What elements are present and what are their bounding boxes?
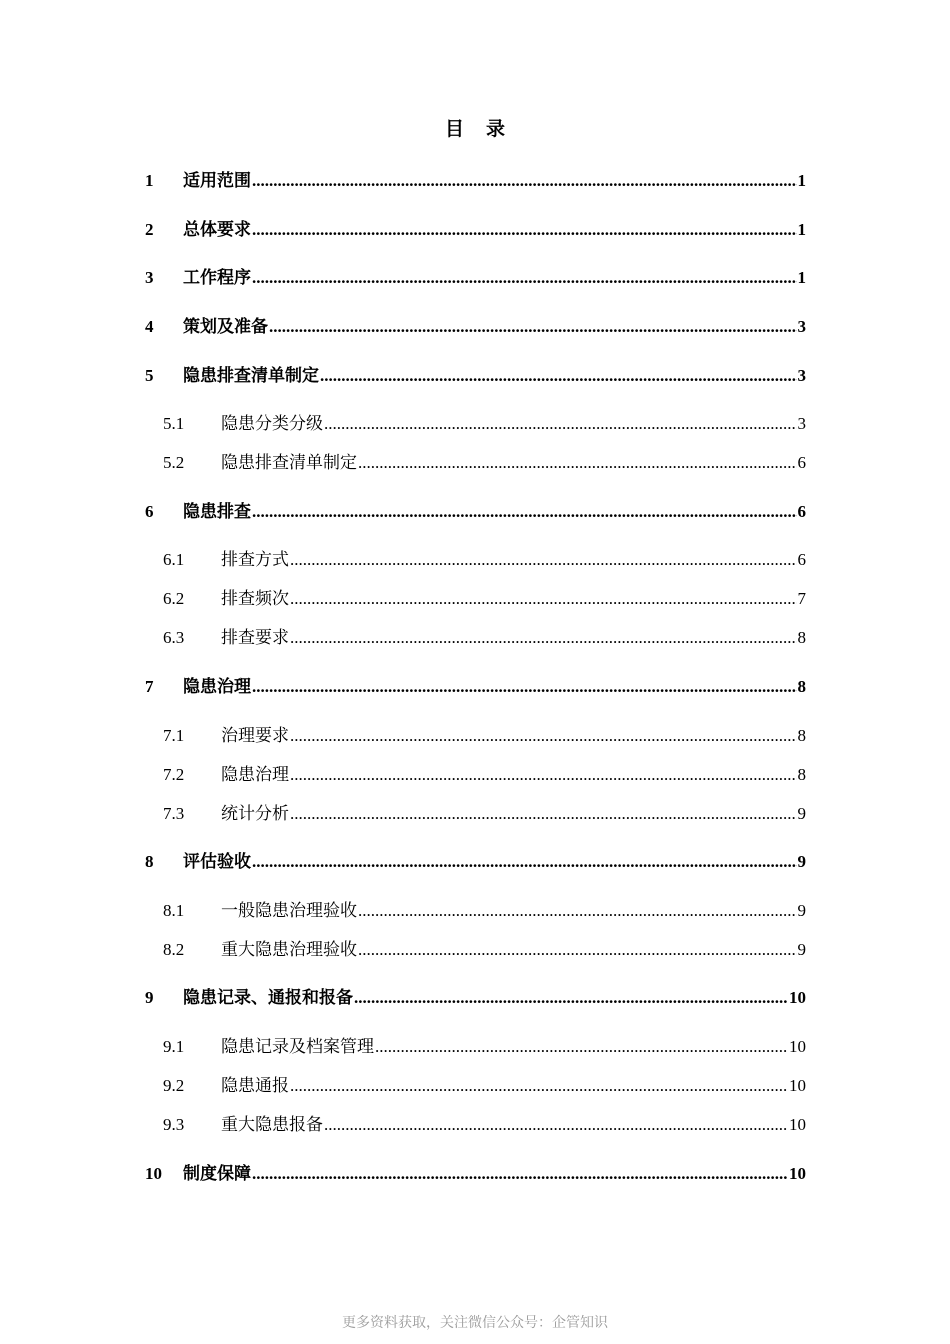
toc-entry-label: 重大隐患治理验收 (221, 940, 357, 960)
toc-entry-page: 8 (797, 765, 806, 784)
footer-note: 更多资料获取，关注微信公众号：企管知识 (342, 1315, 608, 1331)
toc-entry-number: 6 (145, 502, 154, 521)
toc-entry-label: 适用范围 (183, 171, 251, 191)
toc-leader-dots (269, 314, 797, 340)
toc-leader-dots (290, 586, 797, 612)
toc-entry[interactable] (145, 674, 806, 700)
toc-entry-page: 9 (797, 804, 806, 823)
toc-entry-label: 隐患分类分级 (221, 414, 323, 434)
toc-entry-number: 7.1 (163, 726, 185, 745)
toc-entry-number: 5 (145, 366, 154, 385)
toc-entry-label: 隐患治理 (221, 765, 289, 785)
toc-entry[interactable] (145, 411, 806, 437)
toc-entry-number: 7 (145, 677, 154, 696)
toc-entry-number: 8.2 (163, 940, 185, 959)
page-title (0, 114, 950, 141)
toc-leader-dots (320, 363, 797, 389)
toc-entry[interactable] (145, 450, 806, 476)
toc-leader-dots (252, 674, 797, 700)
toc-entry-page: 3 (797, 317, 806, 336)
toc-entry-page: 6 (797, 453, 806, 472)
toc-leader-dots (324, 411, 797, 437)
toc-entry[interactable] (145, 1073, 806, 1099)
toc-entry[interactable] (145, 547, 806, 573)
toc-leader-dots (290, 723, 797, 749)
toc-entry-page: 10 (789, 1076, 806, 1095)
toc-entry-page: 10 (789, 1115, 806, 1134)
toc-leader-dots (290, 625, 797, 651)
toc-entry-page: 10 (789, 988, 806, 1007)
toc-leader-dots (252, 1161, 788, 1187)
toc-entry-number: 6.2 (163, 589, 185, 608)
toc-entry-label: 制度保障 (183, 1164, 251, 1184)
toc-entry-page: 6 (797, 502, 806, 521)
toc-entry[interactable] (145, 314, 806, 340)
toc-entry-label: 隐患排查 (183, 502, 251, 522)
toc-entry-page: 6 (797, 550, 806, 569)
toc-entry-label: 隐患记录及档案管理 (221, 1037, 374, 1057)
toc-entry-page: 10 (789, 1037, 806, 1056)
toc-entry-number: 9 (145, 988, 154, 1007)
toc-entry-page: 1 (797, 268, 806, 287)
toc-entry-label: 排查要求 (221, 628, 289, 648)
toc-entry-page: 8 (797, 628, 806, 647)
toc-entry[interactable] (145, 265, 806, 291)
toc-entry-number: 6.3 (163, 628, 185, 647)
toc-entry-number: 3 (145, 268, 154, 287)
toc-entry-label: 策划及准备 (183, 317, 268, 337)
toc-leader-dots (252, 265, 797, 291)
toc-leader-dots (358, 450, 797, 476)
toc-entry-number: 9.1 (163, 1037, 185, 1056)
toc-leader-dots (290, 547, 797, 573)
toc-entry-label: 隐患排查清单制定 (221, 453, 357, 473)
toc-entry[interactable] (145, 586, 806, 612)
toc-leader-dots (324, 1112, 788, 1138)
toc-leader-dots (358, 937, 797, 963)
toc-entry-number: 7.2 (163, 765, 185, 784)
toc-entry[interactable] (145, 499, 806, 525)
toc-entry-number: 6.1 (163, 550, 185, 569)
toc-leader-dots (252, 217, 797, 243)
toc-entry-number: 5.2 (163, 453, 185, 472)
toc-entry[interactable] (145, 762, 806, 788)
toc-entry[interactable] (145, 723, 806, 749)
title-char-1: 目 (444, 118, 464, 140)
toc-entry-number: 10 (145, 1164, 162, 1183)
toc-leader-dots (375, 1034, 788, 1060)
toc-entry-page: 1 (797, 220, 806, 239)
toc-entry-label: 统计分析 (221, 804, 289, 824)
toc-entry[interactable] (145, 985, 806, 1011)
toc-entry-label: 总体要求 (183, 220, 251, 240)
toc-entry-number: 9.3 (163, 1115, 185, 1134)
toc-entry-number: 7.3 (163, 804, 185, 823)
toc-entry-label: 隐患通报 (221, 1076, 289, 1096)
toc-entry-label: 一般隐患治理验收 (221, 901, 357, 921)
toc-leader-dots (290, 1073, 788, 1099)
toc-leader-dots (358, 898, 797, 924)
toc-entry-label: 隐患排查清单制定 (183, 366, 319, 386)
toc-entry-number: 2 (145, 220, 154, 239)
toc-entry-label: 隐患治理 (183, 677, 251, 697)
toc-entry[interactable] (145, 1161, 806, 1187)
toc-leader-dots (354, 985, 788, 1011)
toc-entry-number: 1 (145, 171, 154, 190)
toc-entry-number: 4 (145, 317, 154, 336)
toc-entry[interactable] (145, 1034, 806, 1060)
toc-entry-label: 重大隐患报备 (221, 1115, 323, 1135)
toc-entry-label: 治理要求 (221, 726, 289, 746)
toc-leader-dots (290, 801, 797, 827)
toc-entry-number: 9.2 (163, 1076, 185, 1095)
toc-entry[interactable] (145, 1112, 806, 1138)
toc-entry-number: 8 (145, 852, 154, 871)
toc-leader-dots (252, 499, 797, 525)
toc-entry-page: 8 (797, 677, 806, 696)
toc-entry[interactable] (145, 849, 806, 875)
toc-entry-label: 排查频次 (221, 589, 289, 609)
toc-entry[interactable] (145, 937, 806, 963)
toc-entry-page: 3 (797, 366, 806, 385)
toc-entry[interactable] (145, 168, 806, 194)
toc-entry[interactable] (145, 625, 806, 651)
toc-entry-number: 8.1 (163, 901, 185, 920)
toc-entry-page: 9 (797, 901, 806, 920)
toc-entry[interactable] (145, 801, 806, 827)
toc-leader-dots (252, 168, 797, 194)
toc-entry-page: 8 (797, 726, 806, 745)
toc-entry-page: 9 (797, 940, 806, 959)
toc-entry-page: 1 (797, 171, 806, 190)
title-char-2: 录 (486, 118, 506, 140)
toc-entry[interactable] (145, 363, 806, 389)
toc-entry-label: 排查方式 (221, 550, 289, 570)
toc-entry[interactable] (145, 898, 806, 924)
toc-entry-label: 评估验收 (183, 852, 251, 872)
toc-entry-label: 工作程序 (183, 268, 251, 288)
toc-entry[interactable] (145, 217, 806, 243)
toc-entry-page: 10 (789, 1164, 806, 1183)
toc-entry-number: 5.1 (163, 414, 185, 433)
toc-entry-page: 7 (797, 589, 806, 608)
toc-entry-label: 隐患记录、通报和报备 (183, 988, 353, 1008)
toc-entry-page: 3 (797, 414, 806, 433)
toc-entry-page: 9 (797, 852, 806, 871)
toc-leader-dots (252, 849, 797, 875)
toc-leader-dots (290, 762, 797, 788)
